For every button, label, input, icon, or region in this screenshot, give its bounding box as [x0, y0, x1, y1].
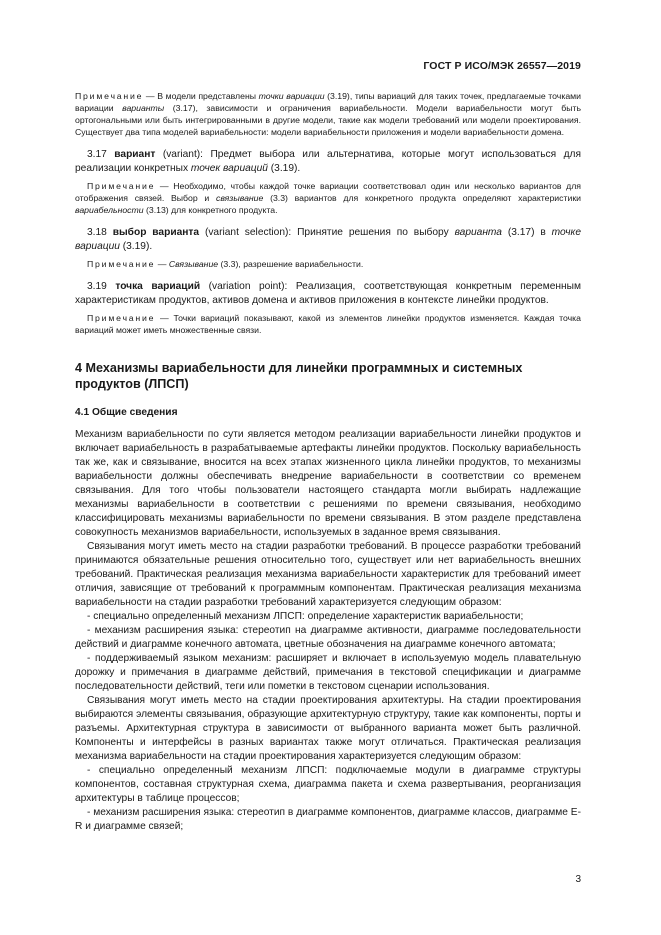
section-heading: 4 Механизмы вариабельности для линейки программных и системных продуктов (ЛПСП) — [75, 361, 523, 391]
document-header: ГОСТ Р ИСО/МЭК 26557—2019 — [423, 60, 581, 72]
term-name: точка вариаций — [115, 281, 201, 292]
note-label: Примечание — [87, 181, 156, 191]
list-item: - поддерживаемый языком механизм: расширяет и включает в используемую модель плавательную дорожку и примечания в диаграмме действий, примечания в текстовой спецификации и диаграмме последовательности действий, теги или пометки в текстовом сценарии использования. — [75, 653, 581, 692]
term-3-19: 3.19 точка вариаций (variation point): Реализация, соответствующая конкретным переменным характеристикам продуктов, активов домена и активов приложения в контексте линейки продуктов. — [75, 281, 581, 306]
list-item: - специально определенный механизм ЛПСП: определение характеристик вариабельности; — [87, 611, 524, 622]
note-label: Примечание — [87, 313, 156, 323]
subsection-heading: 4.1 Общие сведения — [75, 407, 178, 418]
list-item: - механизм расширения языка: стереотип в диаграмме компонентов, диаграмме классов, диаграмме E-R и диаграмме связей; — [75, 807, 581, 832]
note-block: Примечание — Точки вариаций показывают, какой из элементов линейки продуктов изменяется. Каждая точка вариаций может иметь множественные связи. — [75, 313, 581, 335]
term-name: вариант — [114, 149, 156, 160]
term-name: выбор варианта — [112, 227, 200, 238]
term-3-18: 3.18 выбор варианта (variant selection): Принятие решения по выбору варианта (3.17) в точке вариации (3.19). — [75, 227, 581, 252]
term-3-17: 3.17 вариант (variant): Предмет выбора или альтернатива, которые могут использоваться для реализации конкретных точек вариаций (3.19). — [75, 149, 581, 174]
page-number: 3 — [575, 874, 581, 885]
paragraph: Механизм вариабельности по сути является методом реализации вариабельности линейки продуктов и включает вариабельность в разрабатываемые артефакты линейки продуктов. Поскольку вариабельность так же, как и связывание, вносится на всех этапах жизненного цикла линейки продуктов, то механизмы вариабельности должны обеспечивать внедрение вариабельности в соответствии со временем связывания. Для того чтобы пользователи настоящего стандарта могли выбирать надлежащие механизмы вариабельности в соответствии с решениями по времени связывания, необходимо классифицировать механизмы вариабельности по времени связывания. В этом разделе представлена совокупность механизмов вариабельности, используемых в заданное время связывания. — [75, 429, 581, 538]
document-body — [75, 86, 581, 834]
list-item: - механизм расширения языка: стереотип на диаграмме активности, диаграмме последовательности действий и диаграмме конечного автомата, цветные обозначения на диаграмме конечного автомата; — [75, 625, 581, 650]
list-item: - специально определенный механизм ЛПСП: подключаемые модули в диаграмме структуры компонентов, составная структурная схема, диаграмма пакета и схема развертывания, реорганизация архитектуры в таблице процессов; — [75, 765, 581, 804]
note-label: Примечание — [75, 91, 144, 101]
paragraph: Связывания могут иметь место на стадии разработки требований. В процессе разработки требований принимаются обязательные решения относительно того, существует или нет вариабельность внешних требований. Практическая реализация механизма вариабельности характеристик для требований имеет отличия, зависящие от требований к программным компонентам. Практическая реализация механизма вариабельности на стадии разработки требований характеризуется следующим образом: — [75, 541, 581, 608]
paragraph: Связывания могут иметь место на стадии проектирования архитектуры. На стадии проектирования выбираются элементы связывания, образующие архитектурную структуру, такие как компоненты, порты и разъемы. Архитектурная структура в зависимости от выбранного варианта может быть различной. Компоненты и интерфейсы в разных вариантах также могут отличаться. Практическая реализация механизма вариабельности на стадии проектирования характеризуется следующим образом: — [75, 695, 581, 762]
note-block: Примечание — Связывание (3.3), разрешение вариабельности. — [87, 259, 364, 269]
note-block: Примечание — Необходимо, чтобы каждой точке вариации соответствовал один или несколько вариантов для отображения связей. Выбор и связывание (3.3) вариантов для конкретного продукта определяют характеристики вариабельности (3.13) для конкретного продукта. — [75, 181, 581, 215]
note-label: Примечание — [87, 259, 156, 269]
note-block: Примечание — В модели представлены точки вариации (3.19), типы вариаций для таких точек, предлагаемые точками вариации варианты (3.17), зависимости и ограничения вариабельности. Модели вариабельности могут быть ортогональными или быть интегрированными в другие модели, такие как модели требований или модели проектирования. Существует два типа моделей вариабельности: модели вариабельности приложения и модели вариабельности домена. — [75, 91, 581, 137]
